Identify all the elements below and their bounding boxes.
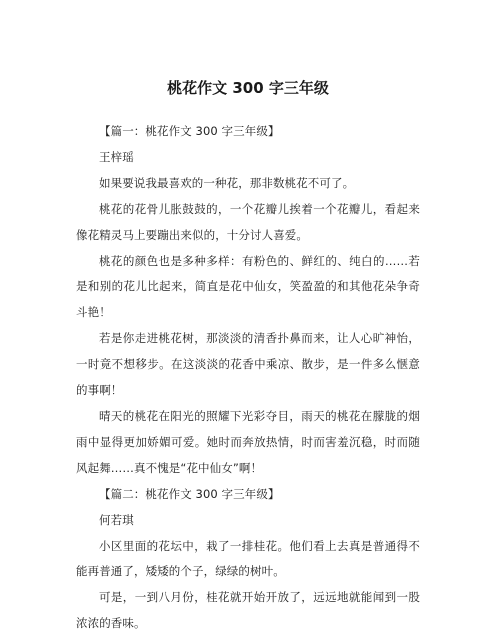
body-paragraph: 小区里面的花坛中，栽了一排桂花。他们看上去真是普通得不能再普通了，矮矮的个子，绿绿的树叶。: [76, 538, 420, 579]
author-name: 王梓瑶: [99, 149, 134, 164]
author-name: 何若琪: [99, 512, 134, 527]
document-title: 桃花作文 300 字三年级: [167, 79, 329, 97]
body-paragraph: 桃花的花骨儿胀鼓鼓的，一个花瓣儿挨着一个花瓣儿，看起来像花精灵马上要蹦出来似的，十分讨人喜爱。: [76, 201, 420, 242]
section-heading: 【篇一：桃花作文 300 字三年级】: [99, 124, 280, 138]
document-body: [76, 119, 420, 637]
body-paragraph: 如果要说我最喜欢的一种花，那非数桃花不可了。: [99, 175, 355, 190]
body-paragraph: 可是，一到八月份，桂花就开始开放了，远远地就能闻到一股浓浓的香味。: [76, 590, 420, 631]
body-paragraph: 若是你走进桃花树，那淡淡的清香扑鼻而来，让人心旷神怡，一时竟不想移步。在这淡淡的花香中乘凉、散步，是一件多么惬意的事啊！: [76, 331, 420, 398]
body-paragraph: 桃花的颜色也是多种多样：有粉色的、鲜红的、纯白的……若是和别的花儿比起来，简直是花中仙女，笑盈盈的和其他花朵争奇斗艳！: [76, 253, 420, 320]
section-heading: 【篇二：桃花作文 300 字三年级】: [99, 486, 280, 501]
body-paragraph: 晴天的桃花在阳光的照耀下光彩夺目，雨天的桃花在朦胧的烟雨中显得更加娇媚可爱。她时而奔放热情，时而害羞沉稳，时而随风起舞……真不愧是“花中仙女”啊！: [76, 408, 420, 475]
